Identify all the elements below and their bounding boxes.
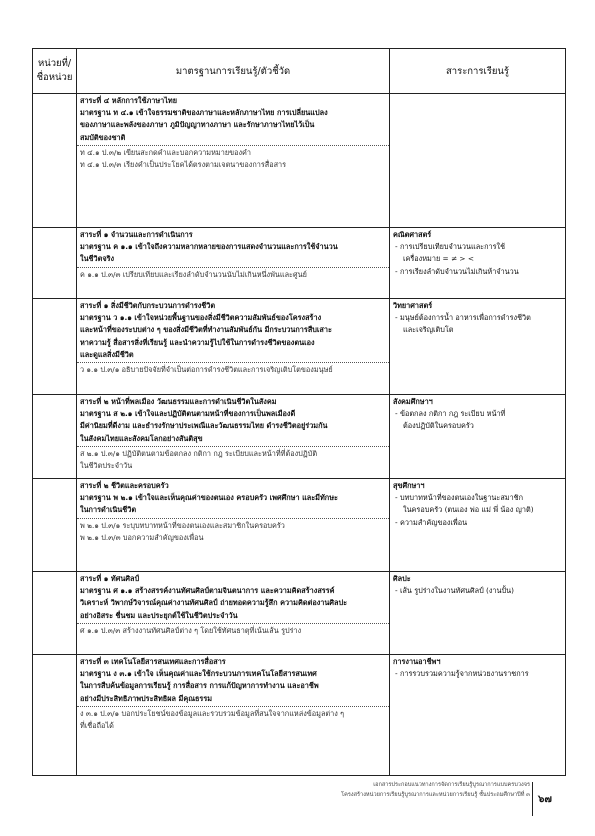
unit-header-line1: หน่วยที่/ (37, 58, 72, 69)
indicator-line: ในชีวิตประจำวัน (80, 461, 133, 471)
indicator-list (77, 362, 389, 376)
unit-cell (33, 299, 77, 395)
standard-line: มาตรฐาน ค ๑.๑ เข้าใจถึงความหลากหลายของการแสดงจำนวนและการใช้จำนวน (80, 242, 338, 252)
unit-cell (33, 228, 77, 299)
indicator-list (77, 623, 389, 637)
content-cell (390, 572, 566, 655)
subject-title: ศิลปะ (393, 574, 411, 583)
table-row (33, 572, 566, 655)
page-footer (300, 780, 530, 800)
content-item: - บทบาทหน้าที่ของตนเองในฐานะสมาชิก (395, 493, 524, 503)
indicator-line: ท ๔.๑ ป.๓/๒ เขียนสะกดคำและบอกความหมายของคำ (80, 147, 252, 157)
subject-title: สุขศึกษาฯ (393, 481, 425, 490)
strand-title: สาระที่ ๑ ทัศนศิลป์ (80, 574, 140, 583)
unit-column-header (33, 49, 77, 94)
unit-cell (33, 479, 77, 572)
unit-cell (33, 572, 77, 655)
indicator-list (77, 145, 389, 171)
standards-cell (77, 655, 390, 776)
standard-line: มาตรฐาน ศ ๑.๑ สร้างสรรค์งานทัศนศิลป์ตามจินตนาการ และความคิดสร้างสรรค์ (80, 586, 335, 596)
content-item: - เส้น รูปร่างในงานทัศนศิลป์ (งานปั้น) (395, 586, 514, 596)
content-item: - มนุษย์ต้องการน้ำ อาหารเพื่อการดำรงชีวิต (395, 313, 531, 323)
indicator-line: ศ ๑.๑ ป.๓/๓ สร้างงานทัศนศิลป์ต่าง ๆ โดยใช้ทัศนธาตุที่เน้นเส้น รูปร่าง (80, 625, 302, 635)
content-item-continuation: ต้องปฏิบัติในครอบครัว (403, 421, 474, 431)
subject-title: สังคมศึกษาฯ (393, 397, 433, 406)
standard-line: ในการสืบค้นข้อมูลการเรียนรู้ การสื่อสาร การแก้ปัญหาการทำงาน และอาชีพ (80, 681, 319, 691)
content-column-header: สาระการเรียนรู้ (390, 49, 566, 94)
standard-line: ของภาษาและพลังของภาษา ภูมิปัญญาทางภาษา และรักษาภาษาไทยไว้เป็น (80, 120, 315, 130)
strand-title: สาระที่ ๓ เทคโนโลยีสารสนเทศและการสื่อสาร (80, 657, 226, 666)
indicator-line: ท ๔.๑ ป.๓/๓ เรียงคำเป็นประโยคได้ตรงตามเจตนาของการสื่อสาร (80, 160, 287, 170)
page-number: ๖๗ (538, 794, 552, 805)
footer-divider (532, 782, 533, 816)
content-item: - การเปรียบเทียบจำนวนและการใช้ (395, 242, 506, 252)
indicator-list (77, 446, 389, 472)
standard-line: ในสังคมไทยและสังคมโลกอย่างสันติสุข (80, 433, 203, 443)
unit-cell (33, 655, 77, 776)
content-item: - ข้อตกลง กติกา กฎ ระเบียบ หน้าที่ (395, 409, 506, 419)
unit-cell (33, 94, 77, 228)
standard-line: มีค่านิยมที่ดีงาม และธำรงรักษาประเพณีและวัฒนธรรมไทย ดำรงชีวิตอยู่ร่วมกัน (80, 421, 328, 431)
standard-line: สมบัติของชาติ (80, 132, 126, 142)
content-cell (390, 94, 566, 228)
indicator-line: ง ๓.๑ ป.๓/๑ บอกประโยชน์ของข้อมูลและรวบรวมข้อมูลที่สนใจจากแหล่งข้อมูลต่าง ๆ (80, 708, 345, 718)
content-item: - การรวบรวมความรู้จากหน่วยงานราชการ (395, 669, 529, 679)
standards-cell (77, 572, 390, 655)
standard-line: และหน้าที่ของระบบต่าง ๆ ของสิ่งมีชีวิตที่ทำงานสัมพันธ์กัน มีกระบวนการสืบเสาะ (80, 325, 332, 335)
content-cell (390, 299, 566, 395)
standard-line: ในการดำเนินชีวิต (80, 505, 137, 515)
standards-column-header: มาตรฐานการเรียนรู้/ตัวชี้วัด (77, 49, 390, 94)
footer-line-1: เอกสารประกอบแนวทางการจัดการเรียนรู้บูรณาการแบบครบวงจร (373, 782, 530, 788)
content-cell (390, 395, 566, 479)
standards-cell (77, 94, 390, 228)
content-item-continuation: และเจริญเติบโต (403, 325, 454, 335)
indicator-line: ว ๑.๑ ป.๓/๑ อธิบายปัจจัยที่จำเป็นต่อการดำรงชีวิตและการเจริญเติบโตของมนุษย์ (80, 365, 333, 375)
indicator-line: ส ๒.๑ ป.๓/๑ ปฏิบัติตนตามข้อตกลง กติกา กฎ ระเบียบและหน้าที่ที่ต้องปฏิบัติ (80, 448, 318, 458)
standards-cell (77, 228, 390, 299)
indicator-list (77, 706, 389, 732)
content-cell (390, 479, 566, 572)
standards-cell (77, 479, 390, 572)
content-item: - การเรียงลำดับจำนวนไม่เกินห้าจำนวน (395, 266, 519, 276)
subject-title: วิทยาศาสตร์ (393, 301, 433, 310)
standard-line: มาตรฐาน ส ๒.๑ เข้าใจและปฏิบัติตนตามหน้าที่ของการเป็นพลเมืองดี (80, 409, 296, 419)
indicator-line: พ ๒.๑ ป.๓/๓ บอกความสำคัญของเพื่อน (80, 532, 204, 542)
indicator-line: พ ๒.๑ ป.๓/๑ ระบุบทบาทหน้าที่ของตนเองและสมาชิกในครอบครัว (80, 520, 285, 530)
table-row (33, 655, 566, 776)
content-cell (390, 655, 566, 776)
subject-title: คณิตศาสตร์ (393, 230, 432, 239)
standard-line: มาตรฐาน ว ๑.๑ เข้าใจหน่วยพื้นฐานของสิ่งมีชีวิตความสัมพันธ์ของโครงสร้าง (80, 313, 322, 323)
unit-header-line2: ชื่อหน่วย (36, 72, 73, 83)
content-item: - ความสำคัญของเพื่อน (395, 517, 468, 527)
standard-line: และดูแลสิ่งมีชีวิต (80, 349, 134, 359)
standard-line: อย่างมีประสิทธิภาพประสิทธิผล มีคุณธรรม (80, 693, 213, 703)
content-cell (390, 228, 566, 299)
indicator-list (77, 267, 389, 281)
strand-title: สาระที่ ๔ หลักการใช้ภาษาไทย (80, 96, 178, 105)
standard-line: มาตรฐาน พ ๒.๑ เข้าใจและเห็นคุณค่าของตนเอง ครอบครัว เพศศึกษา และมีทักษะ (80, 493, 338, 503)
content-item-continuation: ในครอบครัว (ตนเอง พ่อ แม่ พี่ น้อง ญาติ) (403, 505, 534, 515)
standard-line: มาตรฐาน ง ๓.๑ เข้าใจ เห็นคุณค่าและใช้กระบวนการเทคโนโลยีสารสนเทศ (80, 669, 317, 679)
footer-line-2: โครงสร้างหน่วยการเรียนรู้บูรณาการและหน่วยการเรียนรู้ ชั้นประถมศึกษาปีที่ ๓ (341, 792, 530, 798)
content-item-continuation: เครื่องหมาย = ≠ > < (403, 254, 474, 264)
strand-title: สาระที่ ๑ สิ่งมีชีวิตกับกระบวนการดำรงชีวิต (80, 301, 216, 310)
standard-line: หาความรู้ สื่อสารสิ่งที่เรียนรู้ และนำความรู้ไปใช้ในการดำรงชีวิตของตนเอง (80, 337, 315, 347)
table-header-row (33, 49, 566, 94)
standards-cell (77, 299, 390, 395)
standard-line: ในชีวิตจริง (80, 254, 115, 264)
indicator-list (77, 518, 389, 544)
table-row (33, 299, 566, 395)
table-row (33, 395, 566, 479)
indicator-line: ค ๑.๑ ป.๓/๓ เปรียบเทียบและเรียงลำดับจำนวนนับไม่เกินหนึ่งพันและศูนย์ (80, 269, 307, 279)
strand-title: สาระที่ ๒ หน้าที่พลเมือง วัฒนธรรมและการดำเนินชีวิตในสังคม (80, 397, 277, 406)
table-row (33, 94, 566, 228)
strand-title: สาระที่ ๒ ชีวิตและครอบครัว (80, 481, 169, 490)
table-row (33, 479, 566, 572)
curriculum-table (32, 48, 566, 776)
standard-line: อย่างอิสระ ชื่นชม และประยุกต์ใช้ในชีวิตประจำวัน (80, 610, 238, 620)
unit-cell (33, 395, 77, 479)
subject-title: การงานอาชีพฯ (393, 657, 441, 666)
indicator-line: ที่เชื่อถือได้ (80, 721, 114, 731)
standard-line: วิเคราะห์ วิพากษ์วิจารณ์คุณค่างานทัศนศิลป์ ถ่ายทอดความรู้สึก ความคิดต่องานศิลปะ (80, 598, 348, 608)
standards-cell (77, 395, 390, 479)
table-row (33, 228, 566, 299)
standard-line: มาตรฐาน ท ๔.๑ เข้าใจธรรมชาติของภาษาและหลักภาษาไทย การเปลี่ยนแปลง (80, 108, 328, 118)
strand-title: สาระที่ ๑ จำนวนและการดำเนินการ (80, 230, 193, 239)
